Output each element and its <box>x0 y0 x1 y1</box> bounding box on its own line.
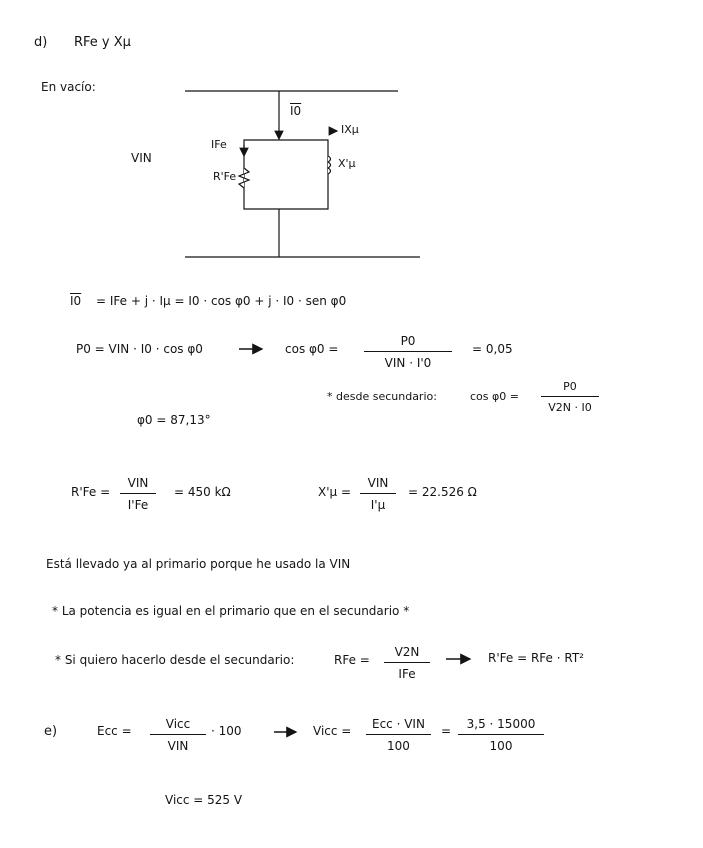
parallel-branch <box>244 140 328 209</box>
ecc-denominator: VIN <box>167 739 189 753</box>
cos-fraction <box>364 334 452 370</box>
xmu-label: X'μ <box>338 157 356 170</box>
rfe-lhs: R'Fe = <box>71 485 111 499</box>
vicc-value-fraction <box>458 717 544 753</box>
vin-label: VIN <box>131 151 152 165</box>
note-line-3: * Si quiero hacerlo desde el secundario: <box>55 653 295 667</box>
rfe2-result: R'Fe = RFe · RT² <box>488 651 584 665</box>
section-e-label: e) <box>44 724 58 739</box>
ecc-lhs: Ecc = <box>97 724 132 738</box>
i0-equation-lhs: I0 <box>70 294 82 308</box>
cos2-lhs: cos φ0 = <box>470 390 519 403</box>
xmu-result: = 22.526 Ω <box>408 485 477 499</box>
rfe-result: = 450 kΩ <box>174 485 231 499</box>
ixmu-label: IXμ <box>341 123 359 136</box>
note-line-2: * La potencia es igual en el primario que en el secundario * <box>52 604 410 618</box>
section-d-label: d) <box>34 35 48 50</box>
rfe2-lhs: RFe = <box>334 653 370 667</box>
secundario-note: * desde secundario: <box>327 390 437 403</box>
rfe-numerator: VIN <box>127 476 149 490</box>
vicc-lhs: Vicc = <box>313 724 352 738</box>
i0-label: I0 <box>290 104 302 118</box>
vicc-numerator: Ecc · VIN <box>372 717 425 731</box>
rfe-denominator: I'Fe <box>127 498 149 512</box>
cos-numerator: P0 <box>400 334 416 348</box>
rfe-label: R'Fe <box>213 170 237 183</box>
rfe2-numerator: V2N <box>394 645 420 659</box>
note-line-1: Está llevado ya al primario porque he usado la VIN <box>46 557 351 571</box>
ife-label: IFe <box>211 138 227 151</box>
rfe-fraction <box>120 476 156 512</box>
vicc-value-numerator: 3,5 · 15000 <box>466 717 536 731</box>
xmu-denominator: I'μ <box>370 498 386 512</box>
section-d-title: RFe y Xμ <box>74 35 131 50</box>
cos-result: = 0,05 <box>472 342 513 356</box>
cos2-numerator: P0 <box>563 380 577 393</box>
resistor-symbol <box>239 168 249 188</box>
rfe2-fraction <box>384 645 430 681</box>
xmu-numerator: VIN <box>367 476 389 490</box>
ecc-fraction <box>150 717 206 753</box>
vicc-result: Vicc = 525 V <box>165 793 243 807</box>
i0-equation-rhs: = IFe + j · Iμ = I0 · cos φ0 + j · I0 · sen φ0 <box>96 294 347 308</box>
cos-denominator: VIN · I'0 <box>384 356 432 370</box>
p0-equation: P0 = VIN · I0 · cos φ0 <box>76 342 203 356</box>
inductor-symbol <box>328 156 331 174</box>
cos2-denominator: V2N · I0 <box>548 401 592 414</box>
ecc-numerator: Vicc <box>165 717 191 731</box>
cos-equation-lhs: cos φ0 = <box>285 342 339 356</box>
phi0-result: φ0 = 87,13° <box>137 413 211 427</box>
vicc-fraction <box>366 717 431 753</box>
xmu-fraction <box>360 476 396 512</box>
vicc-value-denominator: 100 <box>489 739 513 753</box>
rfe2-denominator: IFe <box>398 667 416 681</box>
ecc-multiplier: · 100 <box>211 724 242 738</box>
xmu-lhs: X'μ = <box>318 485 352 499</box>
cos2-fraction <box>541 380 599 414</box>
vicc-denominator: 100 <box>387 739 410 753</box>
vacio-heading: En vacío: <box>41 80 96 94</box>
vicc-equals: = <box>441 724 452 738</box>
